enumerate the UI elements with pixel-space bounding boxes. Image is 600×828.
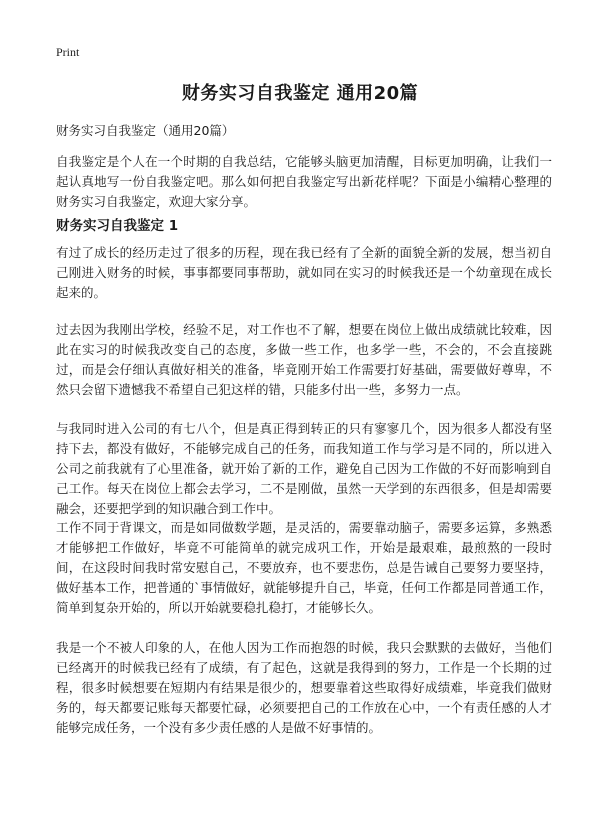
page-title: 财务实习自我鉴定 通用20篇 bbox=[181, 83, 419, 104]
print-label: Print bbox=[56, 45, 80, 59]
body-paragraph-3: 与我同时进入公司的有七八个，但是真正得到转正的只有寥寥几个，因为很多人都没有坚持下去，都没有做好，不能够完成自己的任务，而我知道工作与学习是不同的，所以进入公司之前我就有了心里准备，就开始了新的工作，避免自己因为工作做的不好而影响到自己工作。每天在岗位上都会去学习，二不是刚做，虽然一天学到的东西很多，但是却需要融会，还要把学到的知识融合到工作中。 bbox=[56, 421, 552, 516]
intro-paragraph: 自我鉴定是个人在一个时期的自我总结，它能够头脑更加清醒，目标更加明确，让我们一起认真地写一份自我鉴定吧。那么如何把自我鉴定写出新花样呢？下面是小编精心整理的财务实习自我鉴定，欢迎大家分享。 bbox=[56, 154, 552, 209]
body-paragraph-4: 工作不同于背课文，而是如同做数学题，是灵活的，需要靠动脑子，需要多运算，多熟悉才能够把工作做好，毕竟不可能简单的就完成巩工作，开始是最艰难，最煎熬的一段时间，在这段时间我时常安慰自己，不要放弃，也不要悲伤，总是告诫自己要努力要坚持，做好基本工作，把普通的`事情做好，就能够提升自己，毕竟，任何工作都是同普通工作，简单到复杂开始的，所以开始就要稳扎稳打，才能够长久。 bbox=[56, 520, 552, 615]
body-paragraph-5: 我是一个不被人印象的人，在他人因为工作而抱怨的时候，我只会默默的去做好，当他们已经离开的时候我已经有了成绩，有了起色，这就是我得到的努力，工作是一个长期的过程，很多时候想要在短期内有结果是很少的，想要靠着这些取得好成绩难，毕竟我们做财务的，每天都要记账每天都要忙碌，必须要把自己的工作放在心中，一个有责任感的人才能够完成任务，一个没有多少责任感的人是做不好事情的。 bbox=[56, 640, 552, 735]
body-paragraph-1: 有过了成长的经历走过了很多的历程，现在我已经有了全新的面貌全新的发展，想当初自己刚进入财务的时候，事事都要同事帮助，就如同在实习的时候我还是一个幼童现在成长起来的。 bbox=[56, 245, 552, 300]
section-heading: 财务实习自我鉴定 1 bbox=[56, 218, 179, 234]
document-subtitle: 财务实习自我鉴定（通用20篇） bbox=[56, 123, 235, 138]
body-paragraph-2: 过去因为我刚出学校，经验不足，对工作也不了解，想要在岗位上做出成绩就比较难，因此在实习的时候我改变自己的态度，多做一些工作，也多学一些，不会的，不会直接跳过，而是会仔细认真做好相关的准备，毕竟刚开始工作需要打好基础，需要做好尊卑，不然只会留下遗憾我不希望自己犯这样的错，只能多付出一些，多努力一点。 bbox=[56, 322, 552, 397]
